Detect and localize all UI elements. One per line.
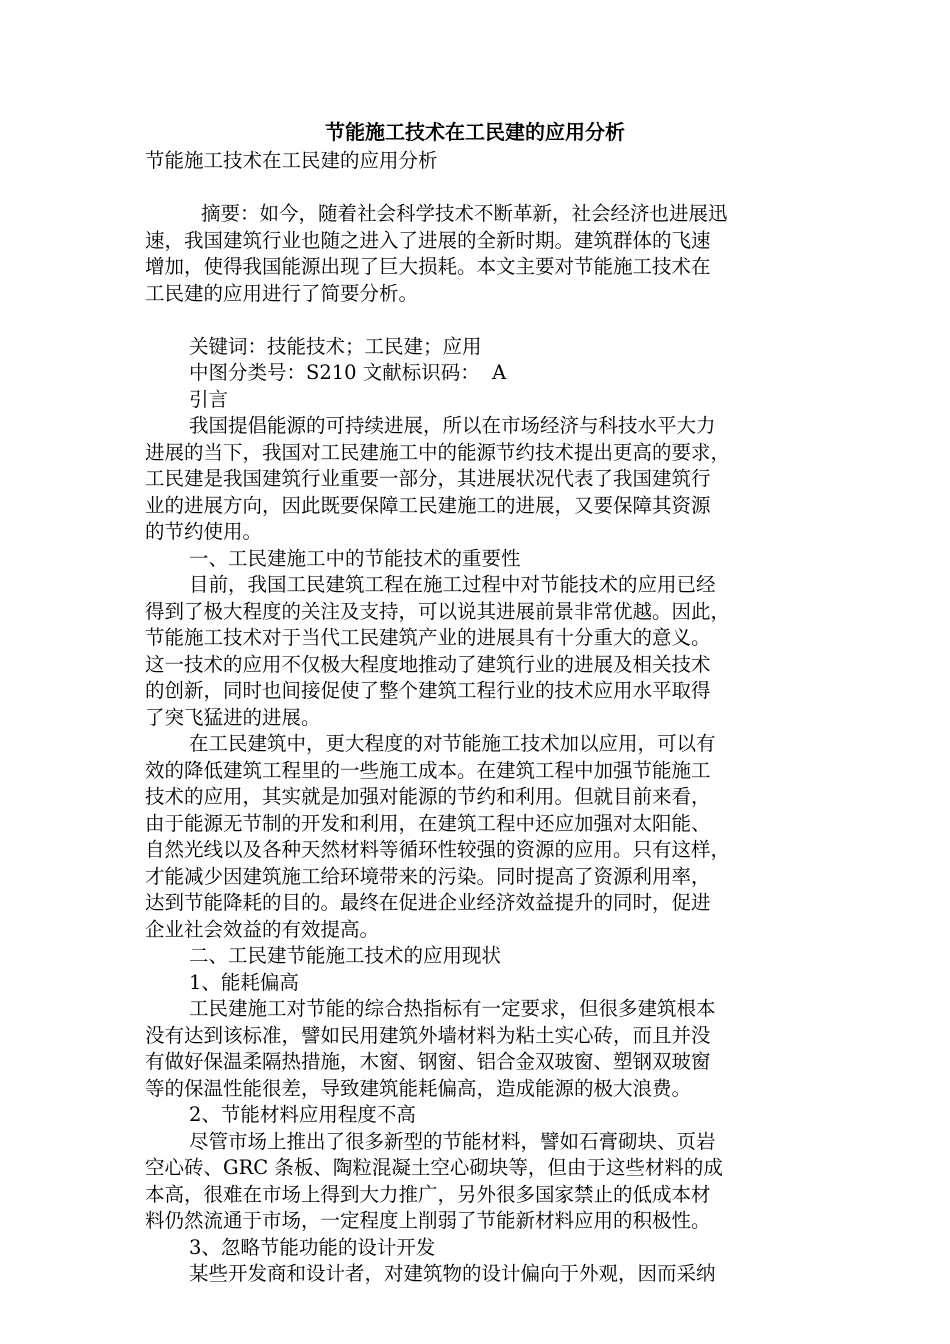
abstract-line: 增加，使得我国能源出现了巨大损耗。本文主要对节能施工技术在: [145, 255, 711, 278]
paragraph-line: 自然光线以及各种天然材料等循环性较强的资源的应用。只有这样，: [145, 838, 731, 861]
spacer: [145, 175, 805, 202]
abstract-line: 摘要：如今，随着社会科学技术不断革新，社会经济也进展迅: [201, 202, 728, 225]
section-heading: 二、工民建节能施工技术的应用现状: [189, 944, 502, 967]
abstract-line: 速，我国建筑行业也随之进入了进展的全新时期。建筑群体的飞速: [145, 228, 711, 252]
document-page: [145, 118, 805, 1288]
paragraph-line: 在工民建筑中，更大程度的对节能施工技术加以应用，可以有: [189, 732, 716, 755]
subsection1-paragraph: [145, 996, 805, 1102]
paragraph-line: 没有达到该标准，譬如民用建筑外墙材料为粘土实心砖，而且并没: [145, 1023, 711, 1047]
paragraph-line: 由于能源无节制的开发和利用，在建筑工程中还应加强对太阳能、: [145, 811, 711, 835]
keywords: 关键词：技能技术；工民建；应用: [189, 334, 482, 358]
paragraph-line: 尽管市场上推出了很多新型的节能材料，譬如石膏砌块、页岩: [189, 1129, 716, 1153]
document-title: 节能施工技术在工民建的应用分析: [325, 120, 625, 144]
subsection2-paragraph: [145, 1129, 805, 1235]
paragraph-line: 本高，很难在市场上得到大力推广，另外很多国家禁止的低成本材: [145, 1182, 711, 1206]
subsection-heading: 1、能耗偏高: [189, 970, 299, 994]
section1-paragraph-1: [145, 572, 805, 731]
paragraph-line: 工民建是我国建筑行业重要一部分，其进展状况代表了我国建筑行: [145, 467, 711, 490]
paragraph-line: 空心砖、GRC 条板、陶粒混凝土空心砌块等，但由于这些材料的成: [145, 1156, 723, 1179]
paragraph-line: 进展的当下，我国对工民建施工中的能源节约技术提出更高的要求，: [145, 440, 731, 464]
intro-heading: 引言: [189, 387, 229, 411]
paragraph-line: 目前，我国工民建筑工程在施工过程中对节能技术的应用已经: [189, 573, 716, 596]
abstract-paragraph: [145, 201, 805, 307]
subsection3-paragraph: [145, 1261, 805, 1288]
section1-paragraph-2: [145, 731, 805, 943]
document-subtitle: 节能施工技术在工民建的应用分析: [145, 149, 438, 172]
paragraph-line: 了突飞猛进的进展。: [145, 705, 321, 729]
paragraph-line: 我国提倡能源的可持续进展，所以在市场经济与科技水平大力: [189, 414, 716, 437]
subsection-heading: 3、忽略节能功能的设计开发: [189, 1235, 436, 1259]
paragraph-line: 等的保温性能很差，导致建筑能耗偏高，造成能源的极大浪费。: [145, 1076, 692, 1100]
paragraph-line: 才能减少因建筑施工给环境带来的污染。同时提高了资源利用率，: [145, 864, 711, 888]
section-heading: 一、工民建施工中的节能技术的重要性: [189, 546, 521, 570]
subsection-heading: 2、节能材料应用程度不高: [189, 1103, 416, 1126]
paragraph-line: 企业社会效益的有效提高。: [145, 917, 380, 941]
paragraph-line: 技术的应用，其实就是加强对能源的节约和利用。但就目前来看，: [145, 785, 711, 808]
intro-paragraph: [145, 413, 805, 546]
classification: 中图分类号：S210 文献标识码： A: [189, 361, 507, 384]
paragraph-line: 工民建施工对节能的综合热指标有一定要求，但很多建筑根本: [189, 997, 716, 1020]
abstract-line: 工民建的应用进行了简要分析。: [145, 281, 419, 305]
spacer: [145, 307, 805, 334]
paragraph-line: 这一技术的应用不仅极大程度地推动了建筑行业的进展及相关技术: [145, 652, 711, 676]
paragraph-line: 业的进展方向，因此既要保障工民建施工的进展，又要保障其资源: [145, 493, 711, 517]
paragraph-line: 有做好保温柔隔热措施，木窗、钢窗、铝合金双玻窗、塑钢双玻窗: [145, 1050, 711, 1073]
paragraph-line: 达到节能降耗的目的。最终在促进企业经济效益提升的同时，促进: [145, 891, 711, 914]
paragraph-line: 料仍然流通于市场，一定程度上削弱了节能新材料应用的积极性。: [145, 1209, 711, 1232]
paragraph-line: 的创新，同时也间接促使了整个建筑工程行业的技术应用水平取得: [145, 679, 711, 702]
paragraph-line: 某些开发商和设计者，对建筑物的设计偏向于外观，因而采纳: [189, 1262, 716, 1285]
paragraph-line: 节能施工技术对于当代工民建筑产业的进展具有十分重大的意义。: [145, 626, 711, 649]
paragraph-line: 得到了极大程度的关注及支持，可以说其进展前景非常优越。因此，: [145, 599, 731, 623]
paragraph-line: 效的降低建筑工程里的一些施工成本。在建筑工程中加强节能施工: [145, 758, 711, 782]
paragraph-line: 的节约使用。: [145, 520, 263, 543]
